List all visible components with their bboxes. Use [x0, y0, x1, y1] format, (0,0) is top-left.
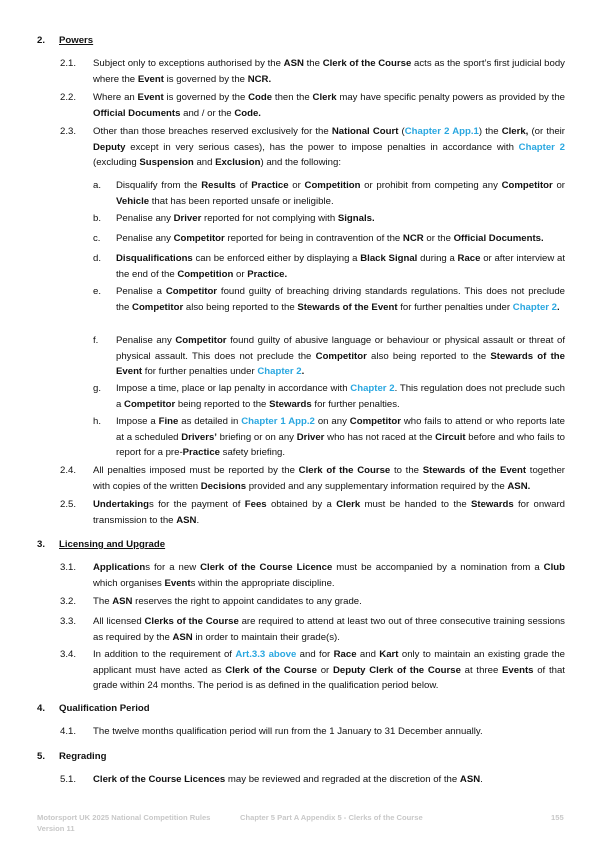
clause-text: Subject only to exceptions authorised by the ASN the Clerk of the Course acts as the sport’s first judicial body where the Event is governed by the NCR. — [93, 58, 565, 85]
subclause-text: Impose a Fine as detailed in Chapter 1 App.2 on any Competitor who fails to attend or who reports late at a scheduled Drivers’ briefing or on any Driver who has not raced at the Circuit before and who fails to report for a pre-Practice safety briefing. — [116, 416, 566, 459]
clause-number: 2.1. — [60, 58, 77, 69]
clause-text: Clerk of the Course Licences may be reviewed and regraded at the discretion of the ASN. — [93, 774, 483, 785]
section-title: Regrading — [59, 751, 107, 762]
clause-2-3 — [60, 124, 565, 171]
subclause-text: Disqualify from the Results of Practice or Competition or prohibit from competing any Competitor or Vehicle that has been reported unsafe or ineligible. — [116, 180, 565, 207]
section-title: Powers — [59, 35, 94, 46]
section-number: 2. — [37, 35, 46, 46]
subclause-letter: g. — [93, 383, 102, 394]
subclause-d — [93, 251, 565, 282]
clause-text: Where an Event is governed by the Code then the Clerk may have specific penalty powers as provided by the Official Documents and / or the Code. — [93, 92, 565, 119]
section-heading-qualification — [37, 703, 150, 714]
section-title: Qualification Period — [59, 703, 150, 714]
section-number: 5. — [37, 751, 46, 762]
clause-2-2 — [60, 90, 565, 121]
subclause-text: Penalise any Driver reported for not complying with Signals. — [116, 213, 375, 224]
subclause-c — [93, 231, 565, 247]
subclause-letter: b. — [93, 213, 102, 224]
section-heading-regrading — [37, 751, 106, 762]
clause-3-2 — [60, 594, 565, 610]
subclause-h — [93, 414, 565, 461]
clause-number: 2.4. — [60, 465, 77, 476]
clause-number: 2.5. — [60, 499, 77, 510]
subclause-f — [93, 333, 565, 380]
clause-2-1 — [60, 56, 565, 87]
subclause-letter: a. — [93, 180, 102, 191]
clause-number: 3.4. — [60, 649, 77, 660]
clause-number: 2.3. — [60, 126, 77, 137]
section-heading-licensing — [37, 539, 165, 550]
section-title: Licensing and Upgrade — [59, 539, 166, 550]
subclause-text: Penalise a Competitor found guilty of breaching driving standards regulations. This does not preclude the Competitor also being reported to the Stewards of the Event for further penalties under Chapter 2. — [116, 286, 566, 313]
chapter-reference-link[interactable]: Chapter 2 App.1 — [404, 126, 479, 137]
subclause-letter: f. — [93, 335, 99, 346]
subclause-text: Disqualifications can be enforced either by displaying a Black Signal during a Race or after interview at the end of the Competition or Practice. — [116, 253, 565, 280]
clause-4-1 — [60, 724, 565, 740]
clause-2-5 — [60, 497, 565, 528]
subclause-g — [93, 381, 565, 412]
clause-text: The ASN reserves the right to appoint candidates to any grade. — [93, 596, 362, 607]
subclause-b — [93, 211, 565, 227]
chapter-reference-link[interactable]: Chapter 1 App.2 — [241, 416, 315, 427]
chapter-reference-link[interactable]: Chapter 2 — [257, 366, 302, 378]
subclause-letter: d. — [93, 253, 102, 264]
clause-text: All penalties imposed must be reported by the Clerk of the Course to the Stewards of the Event together with copies of the written Decisions provided and any supplementary information required by the ASN. — [93, 465, 565, 492]
page-number: 155 — [551, 813, 564, 822]
clause-3-1 — [60, 560, 565, 591]
clause-text: The twelve months qualification period will run from the 1 January to 31 December annually. — [93, 726, 483, 737]
clause-number: 3.1. — [60, 562, 77, 573]
chapter-reference-link[interactable]: Chapter 2 — [512, 301, 558, 313]
clause-text: In addition to the requirement of Art.3.3 above and for Race and Kart only to maintain an existing grade the applicant must have acted as Clerk of the Course or Deputy Clerk of the Course at three Events of that grade within 24 months. The period is as defined in the qualification period below. — [93, 649, 565, 692]
clause-text: Undertakings for the payment of Fees obtained by a Clerk must be handed to the Stewards for onward transmission to the ASN. — [93, 499, 565, 526]
clause-number: 3.3. — [60, 616, 77, 627]
footer-version: Version 11 — [37, 824, 75, 833]
subclause-e — [93, 284, 565, 315]
subclause-letter: c. — [93, 233, 101, 244]
subclause-letter: h. — [93, 416, 102, 427]
chapter-reference-link[interactable]: Chapter 2 — [350, 383, 395, 394]
clause-text: Other than those breaches reserved exclusively for the National Court (Chapter 2 App.1) the Clerk, (or their Deputy except in very serious cases), has the power to impose penalties in accordance with Chapter 2 (excluding Suspension and Exclusion) and the following: — [93, 126, 565, 169]
chapter-reference-link[interactable]: Chapter 2 — [518, 141, 565, 153]
subclause-text: Impose a time, place or lap penalty in accordance with Chapter 2. This regulation does not preclude such a Competitor being reported to the Stewards for further penalties. — [116, 383, 566, 410]
article-reference-link[interactable]: Art.3.3 above — [235, 649, 297, 660]
footer-rules — [37, 812, 210, 834]
subclause-letter: e. — [93, 286, 102, 297]
clause-3-4 — [60, 647, 565, 694]
footer-chapter: Chapter 5 Part A Appendix 5 - Clerks of the Course — [240, 813, 423, 822]
clause-3-3 — [60, 614, 565, 645]
clause-number: 4.1. — [60, 726, 77, 737]
section-number: 3. — [37, 539, 46, 550]
subclause-text: Penalise any Competitor reported for being in contravention of the NCR or the Official Documents. — [116, 233, 544, 244]
footer-rules-title: Motorsport UK 2025 National Competition Rules — [37, 813, 211, 822]
clause-text: All licensed Clerks of the Course are required to attend at least two out of three consecutive training sessions as required by the ASN in order to maintain their grade(s). — [93, 616, 565, 643]
subclause-text: Penalise any Competitor found guilty of abusive language or behaviour or physical assault or threat of physical assault. This does not preclude the Competitor also being reported to the Stewards of the Event for further penalties under Chapter 2. — [116, 335, 565, 378]
section-heading-powers — [37, 35, 93, 46]
clause-text: Applications for a new Clerk of the Course Licence must be accompanied by a nomination from a Club which organises Events within the appropriate discipline. — [93, 562, 565, 589]
clause-5-1 — [60, 772, 565, 788]
clause-2-4 — [60, 463, 565, 494]
clause-number: 3.2. — [60, 596, 77, 607]
section-number: 4. — [37, 703, 46, 714]
clause-number: 5.1. — [60, 774, 77, 785]
clause-number: 2.2. — [60, 92, 77, 103]
subclause-a — [93, 178, 565, 209]
